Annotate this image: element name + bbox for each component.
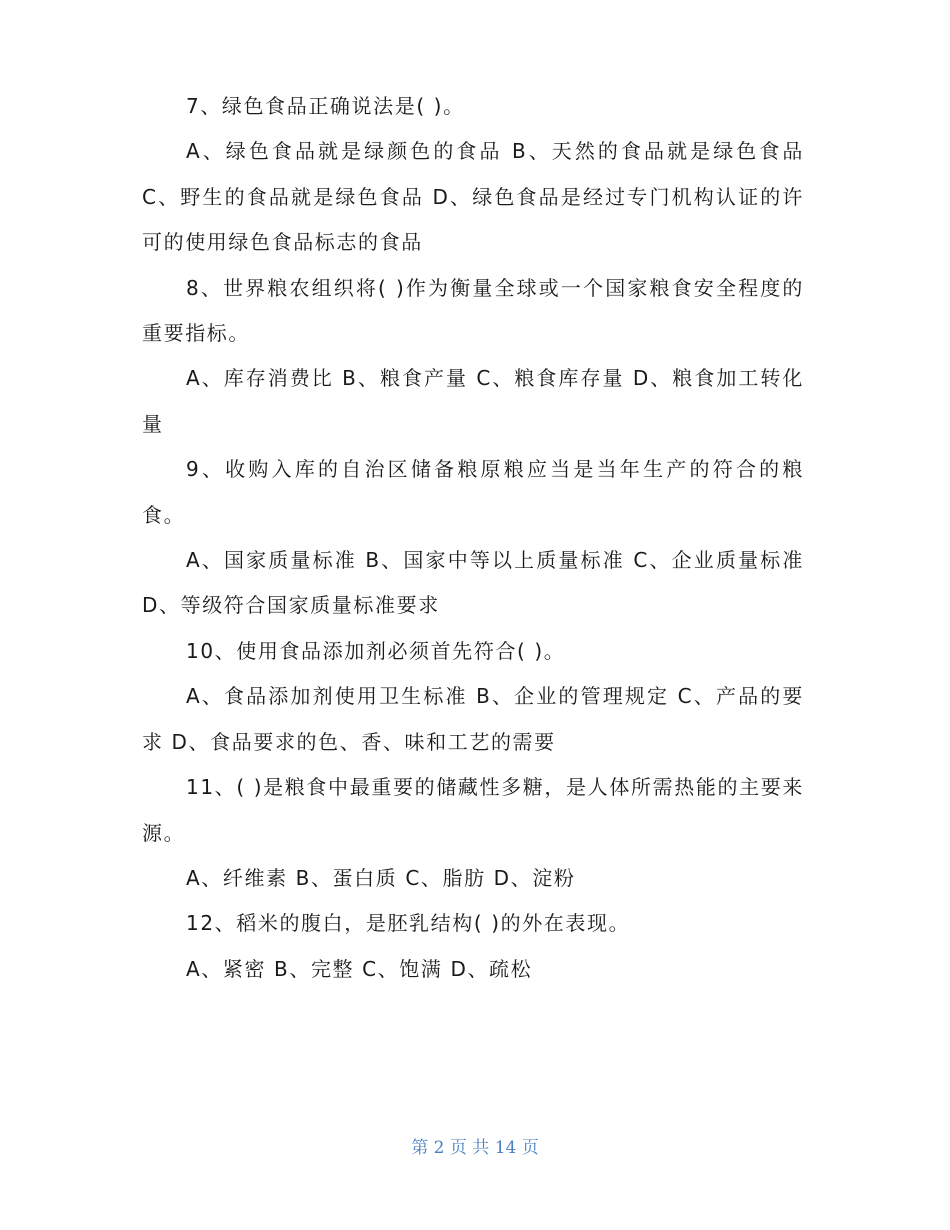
question-12: 12、稻米的腹白，是胚乳结构( )的外在表现。 [186, 911, 631, 936]
question-9: 9、收购入库的自治区储备粮原粮应当是当年生产的符合的粮食。 [142, 457, 804, 527]
document-body [142, 84, 804, 992]
question-10-options: A、食品添加剂使用卫生标准 B、企业的管理规定 C、产品的要求 D、食品要求的色、香、味和工艺的需要 [142, 684, 804, 754]
question-11-options: A、纤维素 B、蛋白质 C、脂肪 D、淀粉 [186, 865, 576, 890]
question-8-options: A、库存消费比 B、粮食产量 C、粮食库存量 D、粮食加工转化量 [142, 366, 804, 436]
question-10: 10、使用食品添加剂必须首先符合( )。 [186, 638, 566, 663]
question-12-options: A、紧密 B、完整 C、饱满 D、疏松 [186, 956, 533, 981]
question-9-options: A、国家质量标准 B、国家中等以上质量标准 C、企业质量标准 D、等级符合国家质量标准要求 [142, 548, 804, 618]
page-footer: 第 2 页 共 14 页 [411, 1138, 539, 1158]
question-7: 7、绿色食品正确说法是( )。 [186, 94, 465, 118]
question-11: 11、( )是粮食中最重要的储藏性多糖，是人体所需热能的主要来源。 [142, 775, 804, 845]
question-8: 8、世界粮农组织将( )作为衡量全球或一个国家粮食安全程度的重要指标。 [142, 275, 804, 346]
question-7-options: A、绿色食品就是绿颜色的食品 B、天然的食品就是绿色食品 C、野生的食品就是绿色食品 D、绿色食品是经过专门机构认证的许可的使用绿色食品标志的食品 [142, 139, 804, 255]
